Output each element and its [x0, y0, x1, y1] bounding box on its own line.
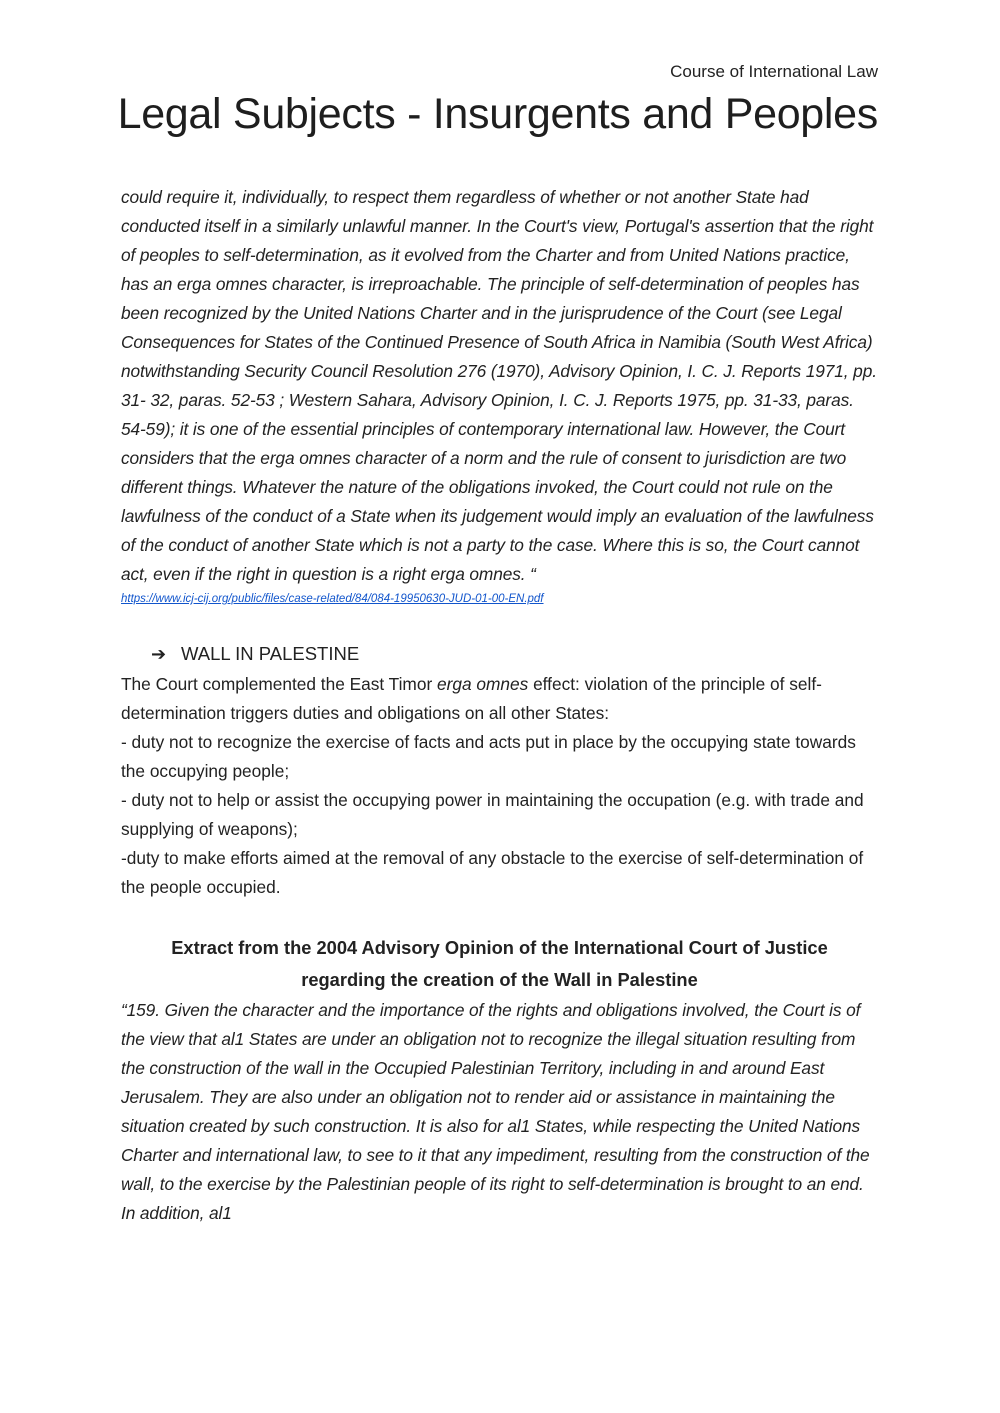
- wall-opinion-quote: “159. Given the character and the importance of the rights and obligations involved, the Court is of the view that al1 States are under an obligation not to recognize the illegal situation resulting from the construction of the wall in the Occupied Palestinian Territory, including in and around East Jerusalem. They are also under an obligation not to render aid or assistance in maintaining the situation created by such construction. It is also for al1 States, while respecting the United Nations Charter and international law, to see to it that any impediment, resulting from the construction of the wall, to the exercise by the Palestinian people of its right to self-determination is brought to an end. In addition, al1: [121, 1000, 870, 1223]
- extract-title: [121, 932, 878, 996]
- intro-emphasis: erga omnes: [437, 674, 529, 694]
- duty-item: -duty to make efforts aimed at the removal of any obstacle to the exercise of self-determination of the people occupied.: [121, 848, 864, 897]
- wall-section-heading: [151, 640, 878, 668]
- document-body: [121, 183, 878, 1228]
- intro-text: The Court complemented the East Timor: [121, 674, 437, 694]
- arrow-right-icon: ➔: [151, 644, 167, 664]
- intro-text-continued: effect: violation of the principle of self-determination triggers duties and obligations on all other States:: [121, 674, 822, 723]
- wall-section-heading-text: WALL IN PALESTINE: [181, 643, 360, 664]
- extract-title-line: Extract from the 2004 Advisory Opinion of the International Court of Justice: [171, 937, 828, 958]
- icj-judgment-link[interactable]: https://www.icj-cij.org/public/files/case-related/84/084-19950630-JUD-01-00-EN.pdf: [121, 593, 544, 605]
- east-timor-quote: could require it, individually, to respect them regardless of whether or not another State had conducted itself in a similarly unlawful manner. In the Court's view, Portugal's assertion that the right of peoples to self-determination, as it evolved from the Charter and from United Nations practice, has an erga omnes character, is irreproachable. The principle of self-determination of peoples has been recognized by the United Nations Charter and in the jurisprudence of the Court (see Legal Consequences for States of the Continued Presence of South Africa in Namibia (South West Africa) notwithstanding Security Council Resolution 276 (1970), Advisory Opinion, I. C. J. Reports 1971, pp. 31- 32, paras. 52-53 ; Western Sahara, Advisory Opinion, I. C. J. Reports 1975, pp. 31-33, paras. 54-59); it is one of the essential principles of contemporary international law. However, the Court considers that the erga omnes character of a norm and the rule of consent to jurisdiction are two different things. Whatever the nature of the obligations invoked, the Court could not rule on the lawfulness of the conduct of a State when its judgement would imply an evaluation of the lawfulness of the conduct of another State which is not a party to the case. Where this is so, the Court cannot act, even if the right in question is a right erga omnes. “: [121, 187, 877, 584]
- wall-section-intro: [121, 670, 878, 728]
- duty-item: - duty not to help or assist the occupying power in maintaining the occupation (e.g. with trade and supplying of weapons);: [121, 790, 864, 839]
- wall-section-body: [121, 670, 878, 902]
- duty-item: - duty not to recognize the exercise of facts and acts put in place by the occupying state towards the occupying people;: [121, 732, 856, 781]
- page-title: Legal Subjects - Insurgents and Peoples: [117, 90, 878, 138]
- course-header: Course of International Law: [670, 62, 878, 81]
- extract-title-line: regarding the creation of the Wall in Palestine: [301, 969, 698, 990]
